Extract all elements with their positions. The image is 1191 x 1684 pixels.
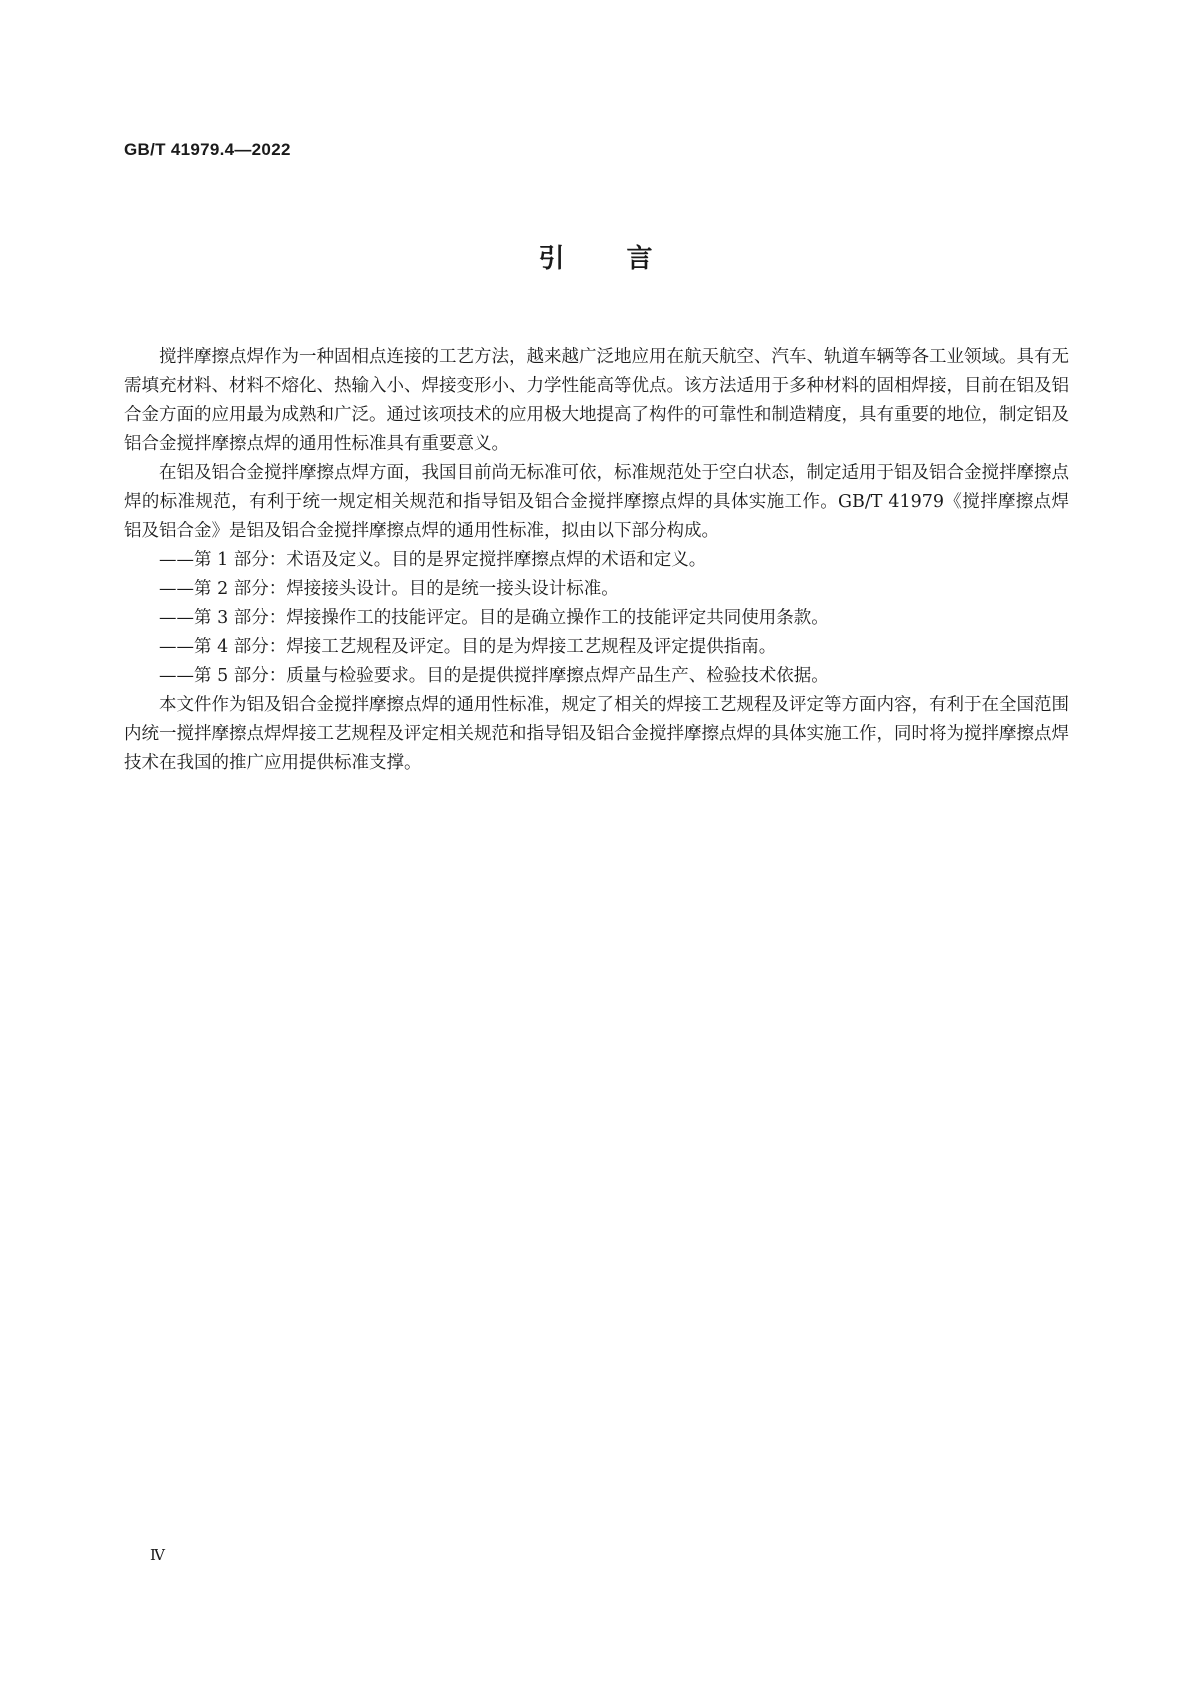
body-text [124,343,1087,778]
intro-paragraph-3: 本文件作为铝及铝合金搅拌摩擦点焊的通用性标准，规定了相关的焊接工艺规程及评定等方面内容，有利于在全国范围内统一搅拌摩擦点焊焊接工艺规程及评定相关规范和指导铝及铝合金搅拌摩擦点焊的具体实施工作，同时将为搅拌摩擦点焊技术在我国的推广应用提供标准支撑。 [124,695,1069,773]
part-list-item-3: ——第 3 部分：焊接操作工的技能评定。目的是确立操作工的技能评定共同使用条款。 [159,608,829,628]
part-list-item-2: ——第 2 部分：焊接接头设计。目的是统一接头设计标准。 [159,579,619,599]
intro-paragraph-2: 在铝及铝合金搅拌摩擦点焊方面，我国目前尚无标准可依，标准规范处于空白状态，制定适用于铝及铝合金搅拌摩擦点焊的标准规范，有利于统一规定相关规范和指导铝及铝合金搅拌摩擦点焊的具体实施工作。GB/T 41979《搅拌摩擦点焊 铝及铝合金》是铝及铝合金搅拌摩擦点焊的通用性标准，拟由以下部分构成。 [124,463,1087,541]
page-title: 引言 [538,244,715,274]
part-list-item-1: ——第 1 部分：术语及定义。目的是界定搅拌摩擦点焊的术语和定义。 [159,550,707,570]
part-list-item-4: ——第 4 部分：焊接工艺规程及评定。目的是为焊接工艺规程及评定提供指南。 [159,637,777,657]
part-list-item-5: ——第 5 部分：质量与检验要求。目的是提供搅拌摩擦点焊产品生产、检验技术依据。 [159,666,829,686]
intro-paragraph-1: 搅拌摩擦点焊作为一种固相点连接的工艺方法，越来越广泛地应用在航天航空、汽车、轨道车辆等各工业领域。具有无需填充材料、材料不熔化、热输入小、焊接变形小、力学性能高等优点。该方法适用于多种材料的固相焊接，目前在铝及铝合金方面的应用最为成熟和广泛。通过该项技术的应用极大地提高了构件的可靠性和制造精度，具有重要的地位，制定铝及铝合金搅拌摩擦点焊的通用性标准具有重要意义。 [124,347,1069,454]
page-number: Ⅳ [150,1546,165,1564]
standard-code: GB/T 41979.4—2022 [124,140,291,159]
